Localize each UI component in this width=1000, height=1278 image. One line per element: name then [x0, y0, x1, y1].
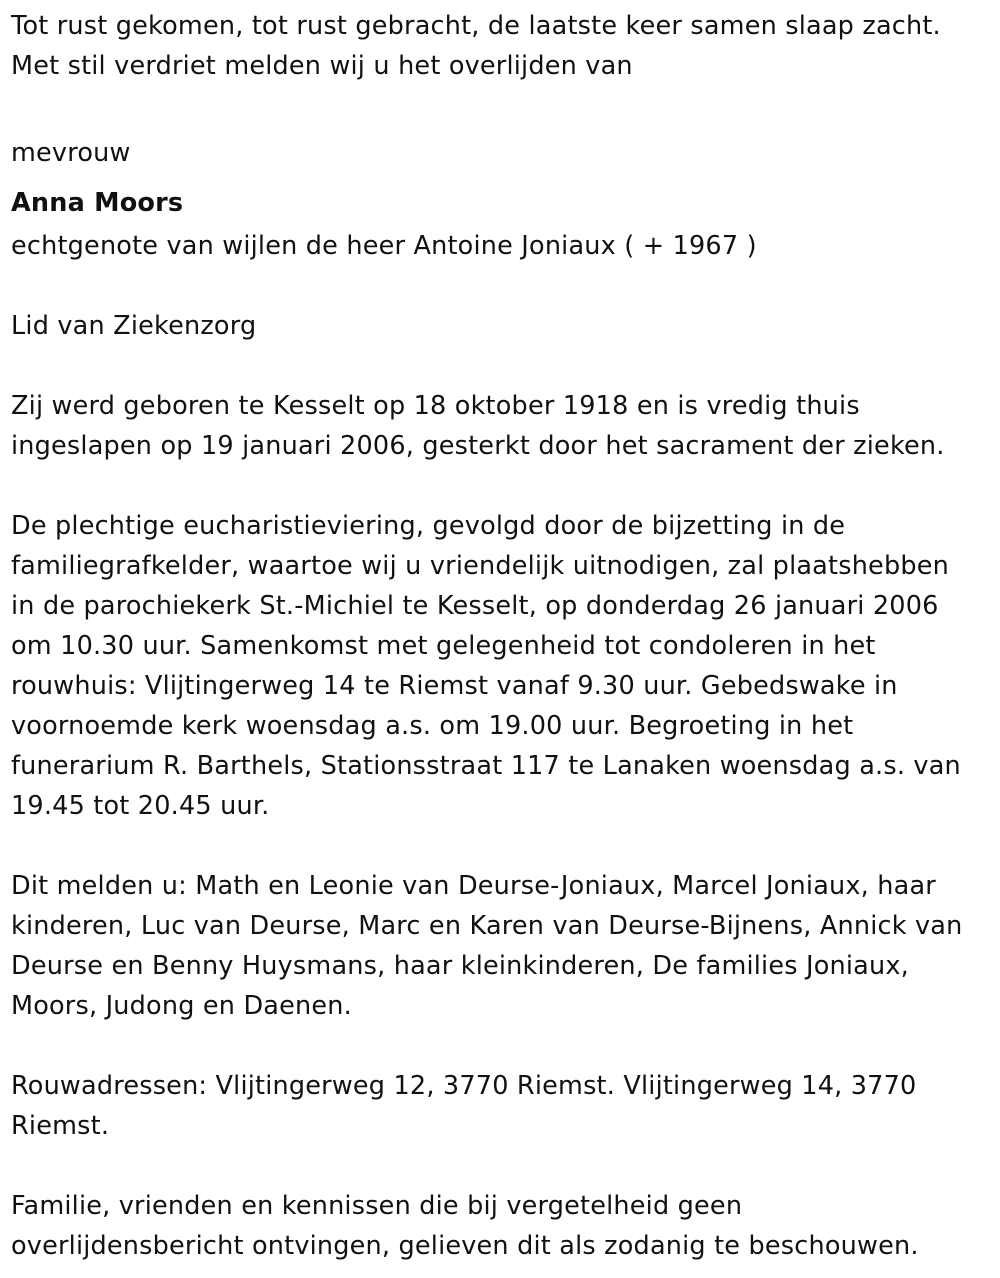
- birth-death-paragraph: [11, 386, 1000, 466]
- paragraph-line: kinderen, Luc van Deurse, Marc en Karen van Deurse-Bijnens, Annick van: [11, 911, 963, 941]
- addresses-paragraph: [11, 1066, 1000, 1146]
- deceased-section: [11, 126, 1000, 266]
- paragraph-line: Rouwadressen: Vlijtingerweg 12, 3770 Riemst. Vlijtingerweg 14, 3770: [11, 1071, 917, 1101]
- paragraph-line: Dit melden u: Math en Leonie van Deurse-Joniaux, Marcel Joniaux, haar: [11, 871, 936, 901]
- deceased-spouse: echtgenote van wijlen de heer Antoine Joniaux ( + 1967 ): [11, 231, 757, 261]
- paragraph-spacer: [11, 266, 1000, 306]
- opening-section: [11, 6, 1000, 86]
- ceremony-paragraph: [11, 506, 1000, 826]
- paragraph-spacer: [11, 346, 1000, 386]
- paragraph-spacer: [11, 1026, 1000, 1066]
- opening-line: Tot rust gekomen, tot rust gebracht, de laatste keer samen slaap zacht.: [11, 11, 941, 41]
- paragraph-line: 19.45 tot 20.45 uur.: [11, 791, 270, 821]
- paragraph-line: in de parochiekerk St.-Michiel te Kesselt, op donderdag 26 januari 2006: [11, 591, 939, 621]
- paragraph-line: Familie, vrienden en kennissen die bij vergetelheid geen: [11, 1191, 743, 1221]
- paragraph-line: overlijdensbericht ontvingen, gelieven dit als zodanig te beschouwen.: [11, 1231, 919, 1261]
- opening-line: Met stil verdriet melden wij u het overlijden van: [11, 51, 633, 81]
- paragraph-line: ingeslapen op 19 januari 2006, gesterkt door het sacrament der zieken.: [11, 431, 945, 461]
- paragraph-line: Moors, Judong en Daenen.: [11, 991, 352, 1021]
- paragraph-line: Deurse en Benny Huysmans, haar kleinkinderen, De families Joniaux,: [11, 951, 909, 981]
- deceased-name: Anna Moors: [11, 188, 184, 218]
- paragraph-line: familiegrafkelder, waartoe wij u vriendelijk uitnodigen, zal plaatshebben: [11, 551, 949, 581]
- paragraph-line: De plechtige eucharistieviering, gevolgd door de bijzetting in de: [11, 511, 846, 541]
- paragraph-line: Riemst.: [11, 1111, 110, 1141]
- paragraph-line: rouwhuis: Vlijtingerweg 14 te Riemst vanaf 9.30 uur. Gebedswake in: [11, 671, 898, 701]
- closing-paragraph: [11, 1186, 1000, 1266]
- family-paragraph: [11, 866, 1000, 1026]
- membership-line: Lid van Ziekenzorg: [11, 311, 257, 341]
- deceased-title: mevrouw: [11, 138, 131, 168]
- paragraph-line: Zij werd geboren te Kesselt op 18 oktober 1918 en is vredig thuis: [11, 391, 860, 421]
- paragraph-spacer: [11, 1146, 1000, 1186]
- paragraph-spacer: [11, 466, 1000, 506]
- paragraph-line: voornoemde kerk woensdag a.s. om 19.00 uur. Begroeting in het: [11, 711, 854, 741]
- paragraph-line: om 10.30 uur. Samenkomst met gelegenheid tot condoleren in het: [11, 631, 876, 661]
- paragraph-spacer: [11, 826, 1000, 866]
- paragraph-spacer: [11, 86, 1000, 126]
- paragraph-line: funerarium R. Barthels, Stationsstraat 117 te Lanaken woensdag a.s. van: [11, 751, 961, 781]
